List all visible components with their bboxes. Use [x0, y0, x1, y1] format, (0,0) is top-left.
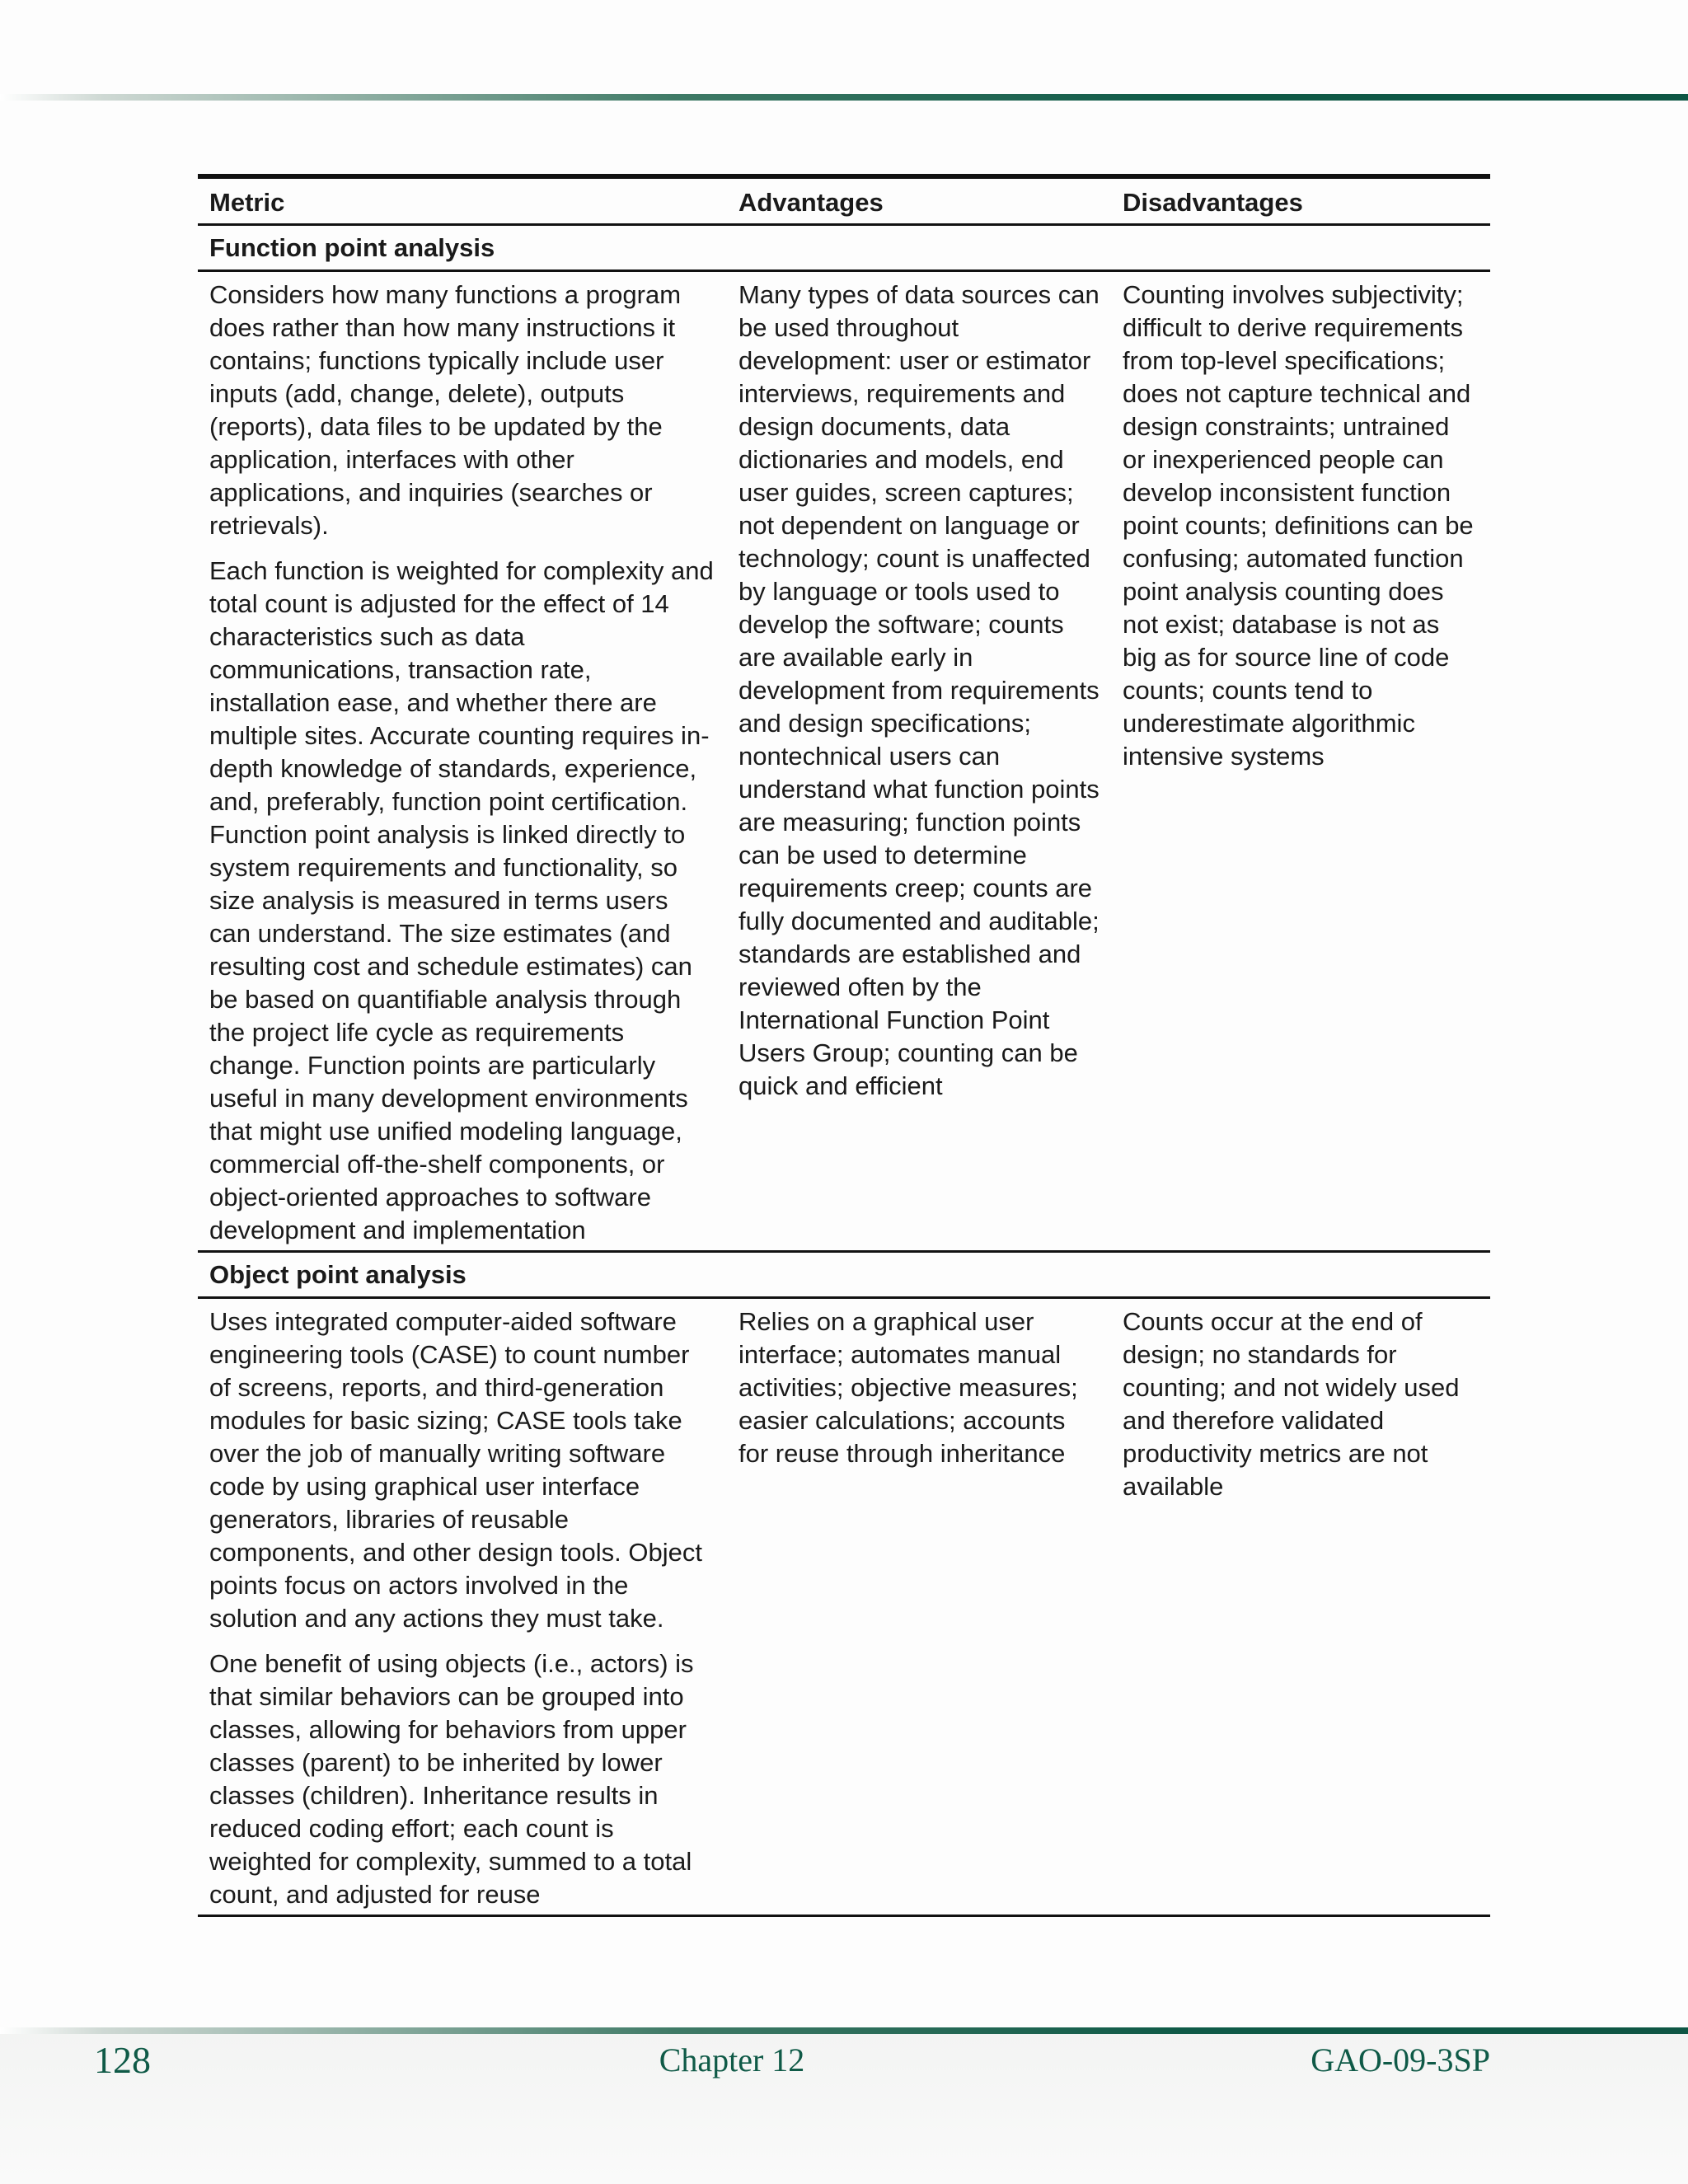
advantages-cell: Many types of data sources can be used throughout development: user or estimator interviews, requirements and design documents, data dictionaries and models, end user guides, screen captures; not dependent on language or technology; count is unaffected by language or tools used to develop the software; counts are available early in development from requirements and design specifications; nontechnical users can understand what function points are measuring; function points can be used to determine requirements creep; counts are fully documented and auditable; standards are established and reviewed often by the International Function Point Users Group; counting can be quick and efficient: [738, 280, 1100, 1100]
metrics-table: [198, 174, 1490, 1917]
column-header-metric: Metric: [209, 188, 285, 217]
section-header-row: [198, 1252, 1490, 1298]
section-header-row: [198, 225, 1490, 271]
page-number: 128: [94, 2039, 151, 2081]
document-id: GAO-09-3SP: [1311, 2041, 1490, 2079]
footer-rule: [0, 2027, 1688, 2034]
metric-paragraph: Considers how many functions a program does rather than how many instructions it contains; functions typically include user inputs (add, change, delete), outputs (reports), data files to be updated by the application, interfaces with other applications, and inquiries (searches or retrievals).: [209, 280, 682, 540]
column-header-disadvantages: Disadvantages: [1123, 188, 1303, 217]
chapter-label: Chapter 12: [659, 2041, 805, 2079]
metric-paragraph: One benefit of using objects (i.e., actors) is that similar behaviors can be grouped into classes, allowing for behaviors from upper classes (parent) to be inherited by lower classes (children). Inheritance results in reduced coding effort; each count is weighted for complexity, summed to a total count, and adjusted for reuse: [209, 1649, 694, 1909]
metric-paragraph: Each function is weighted for complexity and total count is adjusted for the effect of 14 characteristics such as data communications, transaction rate, installation ease, and whether there are multiple sites. Accurate counting requires in-depth knowledge of standards, experience, and, preferably, function point certification. Function point analysis is linked directly to system requirements and functionality, so size analysis is measured in terms users can understand. The size estimates (and resulting cost and schedule estimates) can be based on quantifiable analysis through the project life cycle as requirements change. Function points are particularly useful in many development environments that might use unified modeling language, commercial off-the-shelf components, or object-oriented approaches to software development and implementation: [209, 556, 714, 1244]
advantages-cell: Relies on a graphical user interface; automates manual activities; objective measures; easier calculations; accounts for reuse through inheritance: [738, 1307, 1078, 1468]
disadvantages-cell: Counts occur at the end of design; no standards for counting; and not widely used and therefore validated productivity metrics are not available: [1123, 1307, 1460, 1501]
table-row: [198, 271, 1490, 1252]
metric-cell: [198, 1298, 727, 1916]
disadvantages-cell: Counting involves subjectivity; difficult to derive requirements from top-level specifications; does not capture technical and design constraints; untrained or inexperienced people can develop inconsistent function point counts; definitions can be confusing; automated function point analysis counting does not exist; database is not as big as for source line of code counts; counts tend to underestimate algorithmic intensive systems: [1123, 280, 1474, 771]
section-title-function-point: Function point analysis: [209, 233, 495, 262]
metric-paragraph: Uses integrated computer-aided software engineering tools (CASE) to count number of screens, reports, and third-generation modules for basic sizing; CASE tools take over the job of manually writing software code by using graphical user interface generators, libraries of reusable components, and other design tools. Object points focus on actors involved in the solution and any actions they must take.: [209, 1307, 702, 1633]
table-row: [198, 1298, 1490, 1916]
column-header-advantages: Advantages: [738, 188, 884, 217]
section-title-object-point: Object point analysis: [209, 1260, 467, 1289]
metric-cell: [198, 271, 727, 1252]
header-rule: [0, 94, 1688, 101]
table-header-row: [198, 176, 1490, 225]
